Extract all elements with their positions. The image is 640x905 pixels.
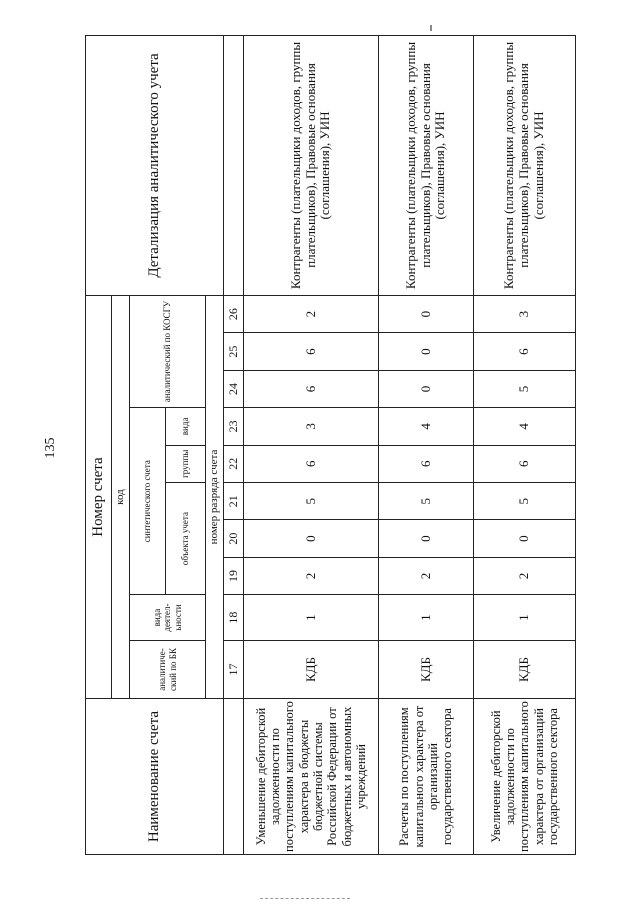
digit-cell: 26 bbox=[224, 295, 244, 332]
code-cell: 0 bbox=[379, 333, 474, 370]
header-digit-number: номер разряда счета bbox=[206, 295, 224, 698]
code-cell: 4 bbox=[379, 408, 474, 445]
digit-cell: 25 bbox=[224, 333, 244, 370]
digits-row bbox=[224, 36, 244, 855]
header-synthetic: синтетического счета bbox=[130, 408, 166, 595]
account-name: Уменьшение дебиторской задолженности по поступлениям капитального характера в бюджеты бюджетной системы Российской Федерации от бюджетных и автономных учреждений bbox=[244, 699, 379, 855]
code-cell: 6 bbox=[474, 333, 576, 370]
digit-cell: 24 bbox=[224, 370, 244, 407]
code-cell: КДБ bbox=[379, 640, 474, 698]
header-code: код bbox=[112, 295, 130, 698]
digit-cell: 23 bbox=[224, 408, 244, 445]
table-row bbox=[474, 36, 576, 855]
code-cell: 5 bbox=[474, 370, 576, 407]
digit-cell: 18 bbox=[224, 595, 244, 641]
code-cell: 2 bbox=[379, 557, 474, 594]
code-cell: 1 bbox=[244, 595, 379, 641]
code-cell: КДБ bbox=[244, 640, 379, 698]
detail-cell: Контрагенты (плательщики доходов, группы плательщиков), Правовые основания (соглашения), УИН bbox=[244, 36, 379, 296]
code-cell: 6 bbox=[379, 445, 474, 482]
header-account-name: Наименование счета bbox=[86, 699, 224, 855]
code-cell: 3 bbox=[244, 408, 379, 445]
account-table-rotated bbox=[85, 35, 561, 855]
header-activity-type: вида деятельности bbox=[130, 595, 206, 641]
digit-blank bbox=[224, 36, 244, 296]
code-cell: 0 bbox=[379, 520, 474, 557]
code-cell: 5 bbox=[244, 482, 379, 519]
digit-cell: 21 bbox=[224, 482, 244, 519]
digit-cell: 19 bbox=[224, 557, 244, 594]
detail-cell: Контрагенты (плательщики доходов, группы плательщиков), Правовые основания (соглашения), УИН bbox=[474, 36, 576, 296]
code-cell: 2 bbox=[474, 557, 576, 594]
digit-blank bbox=[224, 699, 244, 855]
code-cell: 0 bbox=[244, 520, 379, 557]
detail-cell: Контрагенты (плательщики доходов, группы плательщиков), Правовые основания (соглашения), УИН bbox=[379, 36, 474, 296]
code-cell: 0 bbox=[379, 295, 474, 332]
code-cell: 6 bbox=[244, 370, 379, 407]
header-account-number: Номер счета bbox=[86, 295, 112, 698]
account-table bbox=[85, 35, 576, 855]
code-cell: 0 bbox=[379, 370, 474, 407]
bottom-rule bbox=[260, 898, 350, 900]
page-number: 135 bbox=[43, 437, 58, 459]
code-cell: 6 bbox=[474, 445, 576, 482]
digit-cell: 17 bbox=[224, 640, 244, 698]
table-row bbox=[379, 36, 474, 855]
header-detail: Детализация аналитического учета bbox=[86, 36, 224, 296]
code-cell: 0 bbox=[474, 520, 576, 557]
header-object: объекта учета bbox=[166, 482, 206, 594]
digit-cell: 22 bbox=[224, 445, 244, 482]
header-kind: вида bbox=[166, 408, 206, 445]
code-cell: 6 bbox=[244, 445, 379, 482]
header-analytic-bk: аналитический по БК bbox=[130, 640, 206, 698]
table-row bbox=[244, 36, 379, 855]
code-cell: 4 bbox=[474, 408, 576, 445]
code-cell: 1 bbox=[474, 595, 576, 641]
code-cell: КДБ bbox=[474, 640, 576, 698]
account-name: Расчеты по поступлениям капитального характера от организаций государственного сектора bbox=[379, 699, 474, 855]
scan-mark bbox=[430, 25, 432, 31]
code-cell: 2 bbox=[244, 295, 379, 332]
account-name: Увеличение дебиторской задолженности по поступлениям капитального характера от организаций государственного сектора bbox=[474, 699, 576, 855]
header-group: группы bbox=[166, 445, 206, 482]
code-cell: 6 bbox=[244, 333, 379, 370]
code-cell: 5 bbox=[379, 482, 474, 519]
code-cell: 2 bbox=[244, 557, 379, 594]
digit-cell: 20 bbox=[224, 520, 244, 557]
code-cell: 1 bbox=[379, 595, 474, 641]
code-cell: 3 bbox=[474, 295, 576, 332]
code-cell: 5 bbox=[474, 482, 576, 519]
header-analytic-kosgu: аналитический по КОСГУ bbox=[130, 295, 206, 407]
